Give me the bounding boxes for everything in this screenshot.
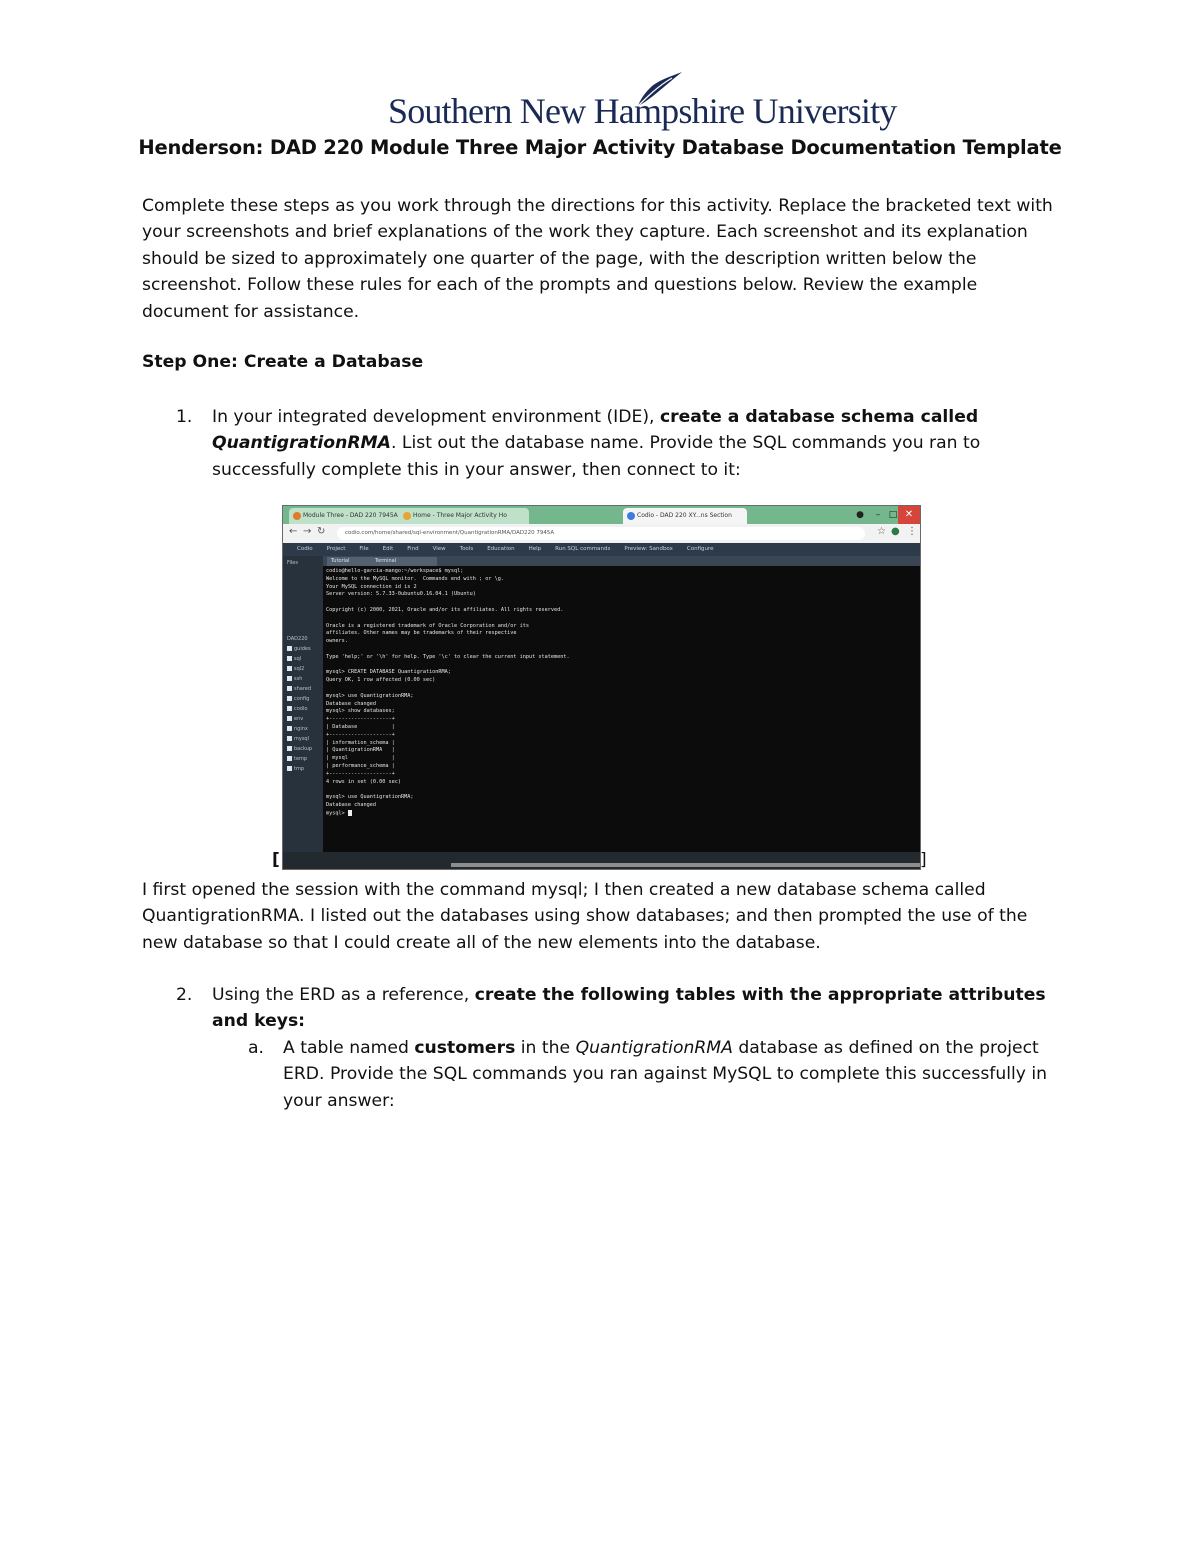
list-item-text [212, 982, 1072, 1035]
terminal-tab-bar [323, 556, 920, 566]
extension-icon[interactable]: ● [891, 526, 900, 537]
terminal-line [326, 685, 916, 693]
ide-menu-item[interactable]: File [359, 546, 369, 552]
terminal-line: mysql> use QuantigrationRMA; [326, 794, 414, 801]
terminal-line: codio@hello-garcia-mango:~/workspace$ mysql; [326, 568, 464, 574]
terminal-line: affiliates. Other names may be trademarks of their respective [326, 630, 517, 637]
step-one-heading: Step One: Create a Database [142, 352, 424, 372]
tab-label: Home - Three Major Activity Ho [413, 512, 507, 519]
terminal-line: Your MySQL connection id is 2 [326, 583, 417, 590]
terminal-line: Database changed [326, 801, 376, 808]
text-run: In your integrated development environment (IDE), [212, 407, 660, 427]
terminal-line: mysql> use QuantigrationRMA; [326, 692, 414, 699]
terminal-line: Server version: 5.7.33-0ubuntu0.16.04.1 (Ubuntu) [326, 591, 476, 598]
sidebar-item[interactable]: config [287, 696, 309, 704]
bracket-close: ] [920, 850, 927, 870]
bold-run: create the following tables with the appropriate attributes and keys: [212, 985, 1046, 1032]
url-field[interactable]: codio.com/home/shared/sql-environment/QuantigrationRMA/DAD220 7945A [337, 527, 865, 540]
terminal-line: Query OK, 1 row affected (0.00 sec) [326, 677, 436, 684]
ide-menu-item[interactable]: Tools [459, 546, 474, 552]
browser-tab-bar [283, 506, 920, 524]
bold-run: create a database schema called [659, 407, 979, 427]
terminal-line [326, 786, 916, 794]
sidebar-item[interactable]: DAD220 [287, 636, 308, 642]
logo-wordmark: Southern New Hampshire University [388, 91, 897, 131]
tab-terminal[interactable]: Terminal [371, 557, 437, 566]
sidebar-item[interactable]: backup [287, 746, 312, 754]
list-letter: a. [248, 1038, 264, 1058]
list-item-text [283, 1035, 1063, 1114]
sidebar-item[interactable]: guides [287, 646, 311, 654]
close-icon[interactable]: ✕ [898, 506, 920, 524]
terminal-line [326, 646, 916, 654]
terminal-line: 4 rows in set (0.00 sec) [326, 778, 401, 785]
address-bar [283, 524, 920, 544]
explanation-paragraph: I first opened the session with the command mysql; I then created a new database schema called QuantigrationRMA. I listed out the databases using show databases; and then prompted the use of the new database so that I could create all of the new elements into the database. [142, 880, 1028, 953]
maximize-icon[interactable]: □ [888, 510, 898, 520]
ide-menu-item[interactable]: Help [528, 546, 542, 552]
embedded-screenshot [282, 505, 921, 870]
terminal-line [326, 662, 916, 670]
browser-tab-active[interactable] [623, 508, 747, 524]
terminal-line: | performance_schema | [326, 762, 395, 769]
terminal-line: Welcome to the MySQL monitor. Commands end with ; or \g. [326, 575, 505, 582]
terminal-line: Database changed [326, 700, 376, 707]
intro-paragraph: Complete these steps as you work through the directions for this activity. Replace the bracketed text with your screenshots and brief explanations of the work they capture. Each screenshot and its explanation should be sized to approximately one quarter of the page, with the description written below the screenshot. Follow these rules for each of the prompts and questions below. Review the example document for assistance. [142, 196, 1053, 322]
terminal-output[interactable] [326, 568, 916, 818]
star-icon[interactable]: ☆ [877, 526, 886, 537]
tab-label: Codio - DAD 220 XY...ns Section [637, 512, 732, 519]
forward-arrow-icon[interactable]: → [303, 526, 312, 537]
sidebar-item[interactable]: ssh [287, 676, 302, 684]
sidebar-item[interactable]: tmp [287, 766, 304, 774]
ide-menu-item[interactable]: Configure [686, 546, 714, 552]
text-run: database as defined on the project ERD. Provide the SQL commands you ran against MySQL to complete this successfully in your answer: [283, 1038, 1048, 1111]
ide-menu-item[interactable]: Edit [382, 546, 394, 552]
list-item-text [212, 404, 1052, 483]
ide-menu-item[interactable]: Find [407, 546, 419, 552]
file-tree-sidebar [283, 556, 323, 869]
horizontal-scrollbar[interactable] [451, 863, 921, 867]
terminal-line: +--------------------+ [326, 731, 395, 738]
reload-icon[interactable]: ↻ [317, 526, 326, 537]
terminal-line: | Database | [326, 723, 395, 730]
minimize-icon[interactable]: – [875, 510, 881, 520]
terminal-line: Copyright (c) 2000, 2021, Oracle and/or its affiliates. All rights reserved. [326, 606, 564, 613]
sidebar-item[interactable]: codio [287, 706, 307, 714]
sidebar-item[interactable]: sql2 [287, 666, 304, 674]
database-name: QuantigrationRMA [575, 1038, 733, 1058]
sidebar-item[interactable]: nginx [287, 726, 308, 734]
sidebar-item[interactable]: mysql [287, 736, 309, 744]
terminal-line: mysql> [326, 810, 916, 818]
ide-menu-item[interactable]: View [432, 546, 446, 552]
account-icon[interactable]: ● [856, 510, 864, 520]
ide-menu-bar [283, 543, 920, 556]
text-run: A table named [283, 1038, 415, 1058]
tab-tutorial[interactable]: Tutorial [327, 557, 371, 566]
terminal-line: owners. [326, 638, 348, 645]
text-run: Using the ERD as a reference, [212, 985, 475, 1005]
terminal-line: | mysql | [326, 755, 395, 762]
sidebar-item[interactable]: temp [287, 756, 307, 764]
list-number: 1. [176, 407, 193, 427]
terminal-line: | QuantigrationRMA | [326, 747, 395, 754]
terminal-line: Oracle is a registered trademark of Oracle Corporation and/or its [326, 622, 530, 629]
terminal-line: Type 'help;' or '\h' for help. Type '\c' to clear the current input statement. [326, 653, 570, 660]
ide-menu-item[interactable]: Codio [297, 546, 313, 552]
sidebar-item[interactable]: shared [287, 686, 311, 694]
terminal-line: +--------------------+ [326, 770, 395, 777]
bracket-open: [ [272, 850, 280, 870]
back-arrow-icon[interactable]: ← [289, 526, 298, 537]
browser-tab[interactable] [399, 508, 529, 524]
sidebar-item[interactable]: sql [287, 656, 301, 664]
terminal-line: | information_schema | [326, 739, 395, 746]
menu-dots-icon[interactable]: ⋮ [907, 526, 917, 537]
browser-tab[interactable] [289, 508, 407, 524]
terminal-line: +--------------------+ [326, 716, 395, 723]
terminal-cursor [348, 810, 352, 816]
tab-label: Module Three - DAD 220 7945A [303, 512, 398, 519]
ide-menu-item[interactable]: Education [487, 546, 515, 552]
ide-menu-item[interactable]: Project [326, 546, 346, 552]
ide-menu-item[interactable]: Preview: Sandbox [624, 546, 673, 552]
terminal-line: mysql> CREATE DATABASE QuantigrationRMA; [326, 669, 451, 676]
document-title: Henderson: DAD 220 Module Three Major Activity Database Documentation Template [138, 136, 1062, 159]
list-number: 2. [176, 985, 193, 1005]
terminal-line [326, 615, 916, 623]
table-name: customers [414, 1038, 516, 1058]
sidebar-item[interactable]: Files [287, 560, 298, 566]
terminal-line [326, 599, 916, 607]
ide-menu-item[interactable]: Run SQL commands [555, 546, 611, 552]
sidebar-item[interactable]: env [287, 716, 303, 724]
university-logo [388, 70, 897, 136]
database-name: QuantigrationRMA [212, 433, 391, 454]
text-run: in the [515, 1038, 576, 1058]
terminal-line: mysql> show databases; [326, 708, 395, 715]
text-run: . List out the database name. Provide the SQL commands you ran to successfully complete this in your answer, then connect to it: [212, 433, 981, 480]
